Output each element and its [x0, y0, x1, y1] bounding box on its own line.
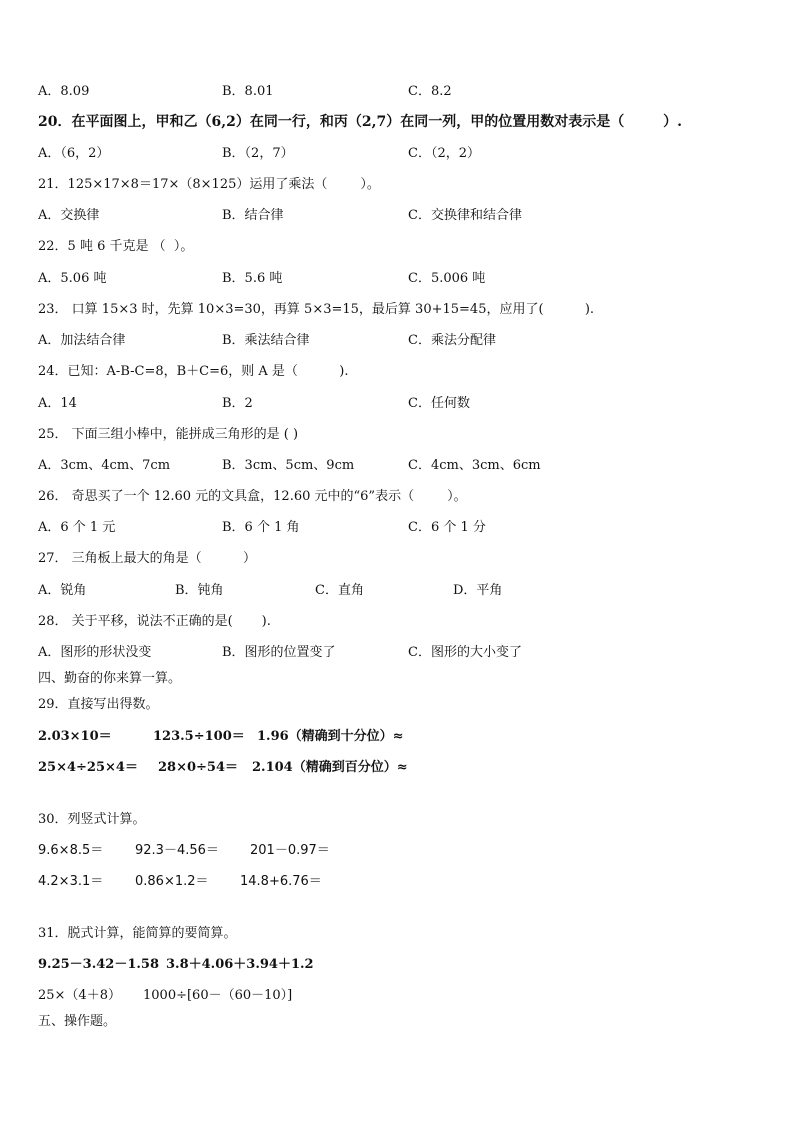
q28-option-c: C．图形的大小变了	[408, 645, 522, 660]
q26-stem: 26． 奇思买了一个 12.60 元的文具盒，12.60 元中的“6”表示（ ）。	[38, 489, 467, 504]
q22-option-a: A．5.06 吨	[38, 271, 107, 286]
q23-option-c: C．乘法分配律	[408, 333, 496, 348]
q31-item-1: 9.25－3.42－1.58	[38, 957, 159, 972]
q27-option-b: B．钝角	[175, 583, 224, 598]
q31-item-4: 1000÷[60－（60－10）]	[143, 988, 293, 1003]
q30-stem: 30．列竖式计算。	[38, 812, 146, 827]
q21-option-c: C．交换律和结合律	[408, 208, 522, 223]
q22-option-c: C．5.006 吨	[408, 271, 486, 286]
q20-stem: 20．在平面图上，甲和乙（6,2）在同一行，和丙（2,7）在同一列，甲的位置用数对表示是（ ）.	[38, 114, 683, 130]
q30-item-5: 0.86×1.2＝	[135, 874, 209, 889]
q28-option-a: A．图形的形状没变	[38, 645, 152, 660]
q20-option-b: B．（2，7）	[222, 146, 294, 161]
q22-option-b: B．5.6 吨	[222, 271, 283, 286]
q23-stem: 23． 口算 15×3 时，先算 10×3=30，再算 5×3=15，最后算 30+15=45，应用了( ).	[38, 302, 595, 317]
q31-stem: 31．脱式计算，能简算的要简算。	[38, 926, 237, 941]
q29-item-4: 25×4÷25×4＝	[38, 760, 138, 775]
q30-item-3: 201－0.97＝	[250, 843, 330, 858]
q19-option-c: C．8.2	[408, 84, 452, 99]
q30-item-4: 4.2×3.1＝	[38, 874, 104, 889]
q30-item-1: 9.6×8.5＝	[38, 843, 104, 858]
q24-option-c: C．任何数	[408, 396, 470, 411]
q21-option-a: A．交换律	[38, 208, 100, 223]
q26-option-b: B．6 个 1 角	[222, 520, 300, 535]
q26-option-c: C．6 个 1 分	[408, 520, 486, 535]
q29-item-5: 28×0÷54＝	[158, 760, 239, 775]
q29-item-3: 1.96（精确到十分位）≈	[257, 729, 404, 744]
section-5-heading: 五、操作题。	[38, 1014, 117, 1029]
q28-stem: 28． 关于平移，说法不正确的是( ).	[38, 614, 271, 629]
q21-option-b: B．结合律	[222, 208, 284, 223]
q29-item-2: 123.5÷100＝	[153, 729, 245, 744]
q24-option-a: A．14	[38, 396, 77, 411]
q29-item-6: 2.104（精确到百分位）≈	[252, 760, 408, 775]
q19-option-a: A．8.09	[38, 84, 90, 99]
q27-stem: 27． 三角板上最大的角是（ ）	[38, 551, 256, 566]
q25-stem: 25． 下面三组小棒中，能拼成三角形的是 ( )	[38, 427, 299, 442]
q31-item-2: 3.8＋4.06＋3.94＋1.2	[166, 957, 314, 972]
q27-option-d: D．平角	[453, 583, 503, 598]
q27-option-c: C．直角	[315, 583, 364, 598]
q21-stem: 21．125×17×8＝17×（8×125）运用了乘法（ ）。	[38, 177, 380, 192]
q19-option-b: B．8.01	[222, 84, 274, 99]
q25-option-c: C．4cm、3cm、6cm	[408, 458, 541, 473]
q30-item-6: 14.8+6.76＝	[240, 874, 322, 889]
q31-item-3: 25×（4＋8）	[38, 988, 121, 1003]
section-4-heading: 四、勤奋的你来算一算。	[38, 671, 182, 686]
q24-stem: 24．已知：A-B-C=8，B＋C=6，则 A 是（ ).	[38, 364, 349, 379]
q25-option-b: B．3cm、5cm、9cm	[222, 458, 355, 473]
q29-item-1: 2.03×10＝	[38, 729, 112, 744]
q28-option-b: B．图形的位置变了	[222, 645, 336, 660]
q20-option-a: A．（6，2）	[38, 146, 110, 161]
q29-stem: 29．直接写出得数。	[38, 697, 159, 712]
q23-option-b: B．乘法结合律	[222, 333, 310, 348]
q22-stem: 22．5 吨 6 千克是 （ ）。	[38, 239, 194, 254]
q24-option-b: B．2	[222, 396, 253, 411]
q25-option-a: A．3cm、4cm、7cm	[38, 458, 171, 473]
q20-option-c: C．（2，2）	[408, 146, 480, 161]
q26-option-a: A．6 个 1 元	[38, 520, 116, 535]
q30-item-2: 92.3－4.56＝	[135, 843, 219, 858]
q23-option-a: A．加法结合律	[38, 333, 126, 348]
q27-option-a: A．锐角	[38, 583, 87, 598]
